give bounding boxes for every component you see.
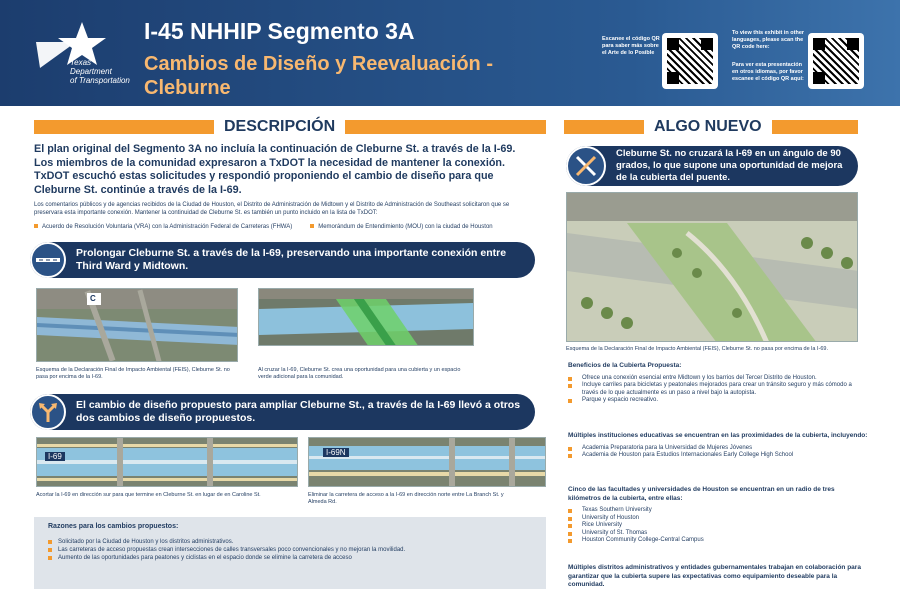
- reasons-box: [34, 517, 546, 589]
- page-subtitle: Cambios de Diseño y Reevaluación - Cleburne: [144, 53, 493, 99]
- map-i69-southbound: I-69: [36, 437, 298, 487]
- agreement-bullets: Acuerdo de Resolución Voluntaria (VRA) con la Administración Federal de Carreteras (FHWA) Memorándum de Entendimiento (MOU) con la ciudad de Houston: [34, 224, 544, 230]
- closing-note: Múltiples distritos administrativos y entidades gubernamentales trabajan en colaboración para garantizar que la cubierta supere las expectativas como equipamiento deseable para la comunidad.: [568, 564, 861, 588]
- edu-item: Academia Preparatoria para la Universidad de Mujeres Jóvenes: [568, 445, 868, 453]
- university-item: University of St. Thomas: [568, 530, 868, 538]
- descripcion-heading: DESCRIPCIÓN: [34, 120, 546, 134]
- pill-cleburne-angle: Cleburne St. no cruzará la I-69 en un ángulo de 90 grados, lo que supone una oportunidad de mejora de la cubierta del puente.: [566, 146, 858, 186]
- qr-lang-label: Para ver esta presentación en otros idiomas, por favor escanee el código QR aquí:: [732, 62, 804, 82]
- edu-item: Academia de Houston para Estudios Internacionales Early College High School: [568, 452, 868, 460]
- map-cleburne-cover: [258, 288, 474, 346]
- reason-item: Aumento de las oportunidades para peatones y ciclistas en el espacio donde se elimine la carretera de acceso: [48, 554, 532, 562]
- qr-code-languages[interactable]: [808, 33, 864, 89]
- qr-code-art[interactable]: [662, 33, 718, 89]
- map4-caption: Eliminar la carretera de acceso a la I-69 en dirección norte entre La Branch St. y Almeda Rd.: [308, 492, 504, 505]
- map-i69-northbound: I-69N: [308, 437, 546, 487]
- map3-caption: Acortar la I-69 en dirección sur para que termine en Cleburne St. en lugar de en Caroline St.: [36, 492, 261, 498]
- benefit-item: Ofrece una conexión esencial entre Midtown y los barrios del Tercer Distrito de Houston.: [568, 375, 868, 383]
- university-item: Texas Southern University: [568, 507, 868, 515]
- qr-es-label: Escanee el código QR para saber más sobre el Arte de lo Posible: [602, 36, 660, 56]
- university-list: Cinco de las facultades y universidades de Houston se encuentran en un radio de tres kilómetros de la cubierta, entre ellas: Texas Southern University University of Houston Rice University University of St. Thomas Houston Community College-Central Campus: [568, 486, 868, 545]
- map-feis-original: C: [36, 288, 238, 362]
- reasons-title: Razones para los cambios propuestos:: [48, 523, 179, 530]
- txdot-logo: [30, 20, 130, 90]
- road-connection-icon: [30, 242, 66, 278]
- education-list: Múltiples instituciones educativas se encuentran en las proximidades de la cubierta, incluyendo: Academia Preparatoria para la Universidad de Mujeres Jóvenes Academia de Houston para Estudios Internacionales Early College High School: [568, 432, 868, 458]
- map-cover-rendering: [566, 192, 858, 342]
- intro-note: Los comentarios públicos y de agencias recibidos de la Ciudad de Houston, el Distrito de Administración de Midtown y el Distrito de Administración de Southeast solicitaron que se preservara esta importante conexión. Mantener la continuidad de Cleburne St. es también un punto incluido en la lista de TxDOT:: [34, 202, 510, 216]
- university-item: University of Houston: [568, 515, 868, 523]
- header-banner: [0, 0, 900, 106]
- intro-paragraph: El plan original del Segmento 3A no incluía la continuación de Cleburne St. a través de la I-69. Los miembros de la comunidad expresaron a TxDOT la necesidad de mantener la conexión. TxDOT escuchó estas solicitudes y respondió proponiendo el cambio de diseño para que Cleburne St. continúe a través de la I-69.: [34, 143, 516, 196]
- reason-item: Las carreteras de acceso propuestas crean intersecciones de calles transversales poco convencionales y no mejoran la movilidad.: [48, 546, 532, 554]
- algo-nuevo-heading: ALGO NUEVO: [564, 120, 858, 134]
- page-title: I-45 NHHIP Segmento 3A: [144, 18, 415, 44]
- map2-caption: Al cruzar la I-69, Cleburne St. crea una oportunidad para una cubierta y un espacio verde adicional para la comunidad.: [258, 367, 461, 380]
- angle-crossing-icon: [566, 146, 606, 186]
- benefit-item: Parque y espacio recreativo.: [568, 397, 868, 405]
- nuevo-map-caption: Esquema de la Declaración Final de Impacto Ambiental (FEIS), Cleburne St. no pasa por encima de la I-69.: [566, 346, 828, 352]
- pill-extend-cleburne: Prolongar Cleburne St. a través de la I-69, preservando una importante conexión entre Third Ward y Midtown.: [30, 242, 535, 278]
- benefit-item: Incluye carriles para bicicletas y peatonales mejorados para crear un tránsito seguro y más cómodo a través de lo que actualmente es un paso a nivel bajo la autopista.: [568, 382, 868, 397]
- fork-arrow-icon: [30, 394, 66, 430]
- benefits-list: Beneficios de la Cubierta Propuesta: Ofrece una conexión esencial entre Midtown y los barrios del Tercer Distrito de Houston. Incluye carriles para bicicletas y peatonales mejorados para crear un tránsito seguro y más cómodo a través de lo que actualmente es un paso a nivel bajo la autopista. Parque y espacio recreativo.: [568, 362, 868, 405]
- logo-text: Texas Department of Transportation: [70, 58, 130, 85]
- university-item: Rice University: [568, 522, 868, 530]
- pill-design-changes: El cambio de diseño propuesto para ampliar Cleburne St., a través de la I-69 llevó a otros dos cambios de diseño propuestos.: [30, 394, 535, 430]
- reason-item: Solicitado por la Ciudad de Houston y los distritos administrativos.: [48, 538, 532, 546]
- qr-en-label: To view this exhibit in other languages, please scan the QR code here:: [732, 30, 805, 50]
- map1-caption: Esquema de la Declaración Final de Impacto Ambiental (FEIS), Cleburne St. no pasa por encima de la I-69.: [36, 367, 230, 380]
- university-item: Houston Community College-Central Campus: [568, 537, 868, 545]
